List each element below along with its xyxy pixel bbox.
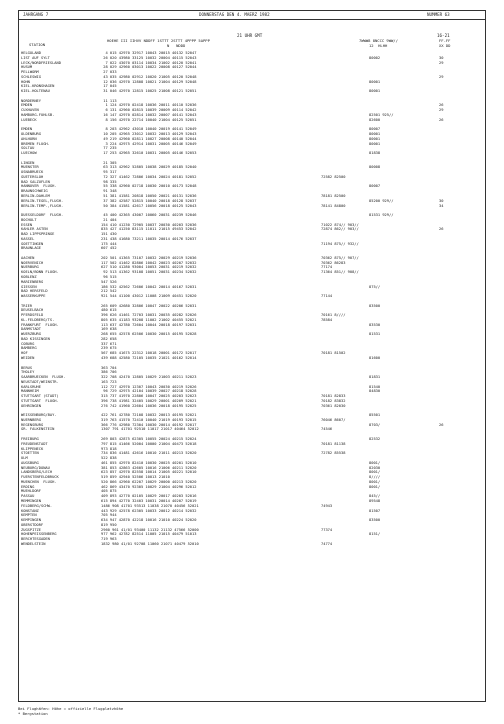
observation-codes: 96 729 42975 42104 10039 20027 40218 52028 <box>101 389 197 394</box>
station-name: ESSEN <box>21 222 33 227</box>
observation-codes: 366 776 42980 72304 10030 20014 40192 52017 <box>101 422 197 427</box>
observation-codes: 6 131 42960 02815 10039 20009 40114 52042 <box>101 108 197 113</box>
extra-codes: 74943 <box>321 503 333 508</box>
observation-codes: 239 675 <box>101 346 117 351</box>
station-name: KIEL-HOLTENAU <box>21 89 50 94</box>
observation-codes: 98 335 <box>101 179 117 184</box>
observation-codes: 26 020 43980 33125 10032 20004 40115 52043 <box>101 55 197 60</box>
observation-codes: 212 542 <box>101 289 117 294</box>
group-codes: 8//// <box>369 475 381 480</box>
observation-codes: 21 305 <box>101 160 117 165</box>
station-name: OBERSTDORF <box>21 522 44 527</box>
station-name: PFERDSFELD <box>21 313 44 318</box>
footnotes <box>18 706 123 716</box>
station-name: BAD KISSINGEN <box>21 336 50 341</box>
observation-codes: 231 438 41680 73211 10035 20014 40176 52037 <box>101 236 197 241</box>
station-name: KARLSRUHE <box>21 384 41 389</box>
station-name: KONSTANZ <box>21 508 39 513</box>
observation-codes: 381 853 42863 42605 10016 21006 40211 52020 <box>101 465 197 470</box>
extra-codes: 77374 <box>321 527 333 532</box>
extra-codes: 70181 81502 <box>321 351 346 356</box>
station-name: MUENCHEN FLUGH. <box>21 479 57 484</box>
observation-codes: 615 894 42770 32403 10031 20014 40207 52019 <box>101 498 197 503</box>
station-name: KEMPINGEN <box>21 518 41 523</box>
station-name: LUECHOW <box>21 151 37 156</box>
group-codes: 81838 <box>369 151 381 156</box>
observation-codes: 607 452 <box>101 246 117 251</box>
extra-codes: 76046 8607/ <box>321 417 346 422</box>
observation-codes: 37 382 42587 52815 10040 20018 40128 52037 <box>101 198 197 203</box>
observation-codes: 11 113 <box>101 98 117 103</box>
observation-codes: 31 046 42970 12815 10025 21008 40121 52051 <box>101 89 197 94</box>
observation-codes: 112 727 42970 12307 10043 20030 40219 52026 <box>101 384 197 389</box>
group-codes: 80001 <box>369 132 381 137</box>
station-name: WASSERKUPPE <box>21 294 46 299</box>
station-name: BAMBERG <box>21 346 37 351</box>
group-codes: 83500 <box>369 518 381 523</box>
group-codes: 8001/ <box>369 460 381 465</box>
station-name: BERLIN-DAHLEM <box>21 193 50 198</box>
group-codes: 80002 <box>369 55 381 60</box>
report-header <box>19 11 485 20</box>
wind-value: 26 <box>439 227 444 232</box>
station-name: BERCHTESGADEN <box>21 537 50 542</box>
report-page <box>18 10 494 716</box>
observation-codes: 186 532 42562 72606 10042 20014 40167 52031 <box>101 284 197 289</box>
observation-codes: 50 384 41581 42617 10056 20018 40125 52043 <box>101 203 197 208</box>
extra-codes: 70362 86283 <box>321 260 346 265</box>
observation-codes: 819 950 <box>101 522 117 527</box>
station-name: ERDING <box>21 484 35 489</box>
extra-codes: 70361 82030 <box>321 403 346 408</box>
observation-codes: 396 738 41981 32405 10029 20001 40209 52021 <box>101 398 197 403</box>
observation-codes: 921 544 41100 43012 11008 21009 40451 52020 <box>101 294 197 299</box>
observation-codes: 797 815 41466 52004 10000 21004 40473 52018 <box>101 441 197 446</box>
observation-codes: 734 836 41481 42616 10010 21011 40213 52020 <box>101 451 197 456</box>
station-name: HANNOVER FLUGH. <box>21 184 57 189</box>
table-row <box>21 542 483 547</box>
station-name: PELLWORM <box>21 70 39 75</box>
station-name: GUETERSLOH <box>21 174 44 179</box>
observation-codes: 1486 908 41701 93513 11038 21070 40456 52021 <box>101 503 199 508</box>
station-name: BAD SALZUFLEN <box>21 179 50 184</box>
station-name: BREMEN FLUGH. <box>21 141 50 146</box>
group-codes: 84830 <box>369 389 381 394</box>
station-name: TRIER <box>21 303 33 308</box>
station-name: ULM <box>21 456 28 461</box>
issue-number: NUMMER 63 <box>427 12 450 17</box>
observation-codes: 51 381 41581 20818 10050 20021 40131 52036 <box>101 193 197 198</box>
observation-codes: 519 859 42940 52506 10013 21010 <box>101 475 170 480</box>
wind-column-header: FF-FF <box>439 38 451 43</box>
station-name: WEIDEN <box>21 356 35 360</box>
station-name: GIESSEN <box>21 284 37 289</box>
group-codes: 83530 <box>369 322 381 327</box>
station-name: SAARBRUECKEN FLUGH. <box>21 375 66 380</box>
station-name: WENDELSTEIN <box>21 541 46 546</box>
footnote-airport: Bei Flughäfen: Höhe = offizielle Flugplatzhöhe <box>18 706 124 711</box>
station-name: NUERBURG <box>21 265 39 270</box>
wind-value: 26 <box>439 422 444 427</box>
station-name: FELDBERG/SCHW. <box>21 503 53 508</box>
group-codes: 8001/ <box>369 470 381 475</box>
extra-codes: 72582 82500 <box>321 174 346 179</box>
extra-codes: 77174 <box>321 265 333 270</box>
observation-codes: 422 761 42780 72108 10032 20013 40195 52021 <box>101 413 197 418</box>
station-name: KASSEL <box>21 236 35 241</box>
station-name: DARMSTADT <box>21 327 41 332</box>
extra-codes: 72874 862// 903// <box>321 227 359 232</box>
report-frame <box>18 10 486 702</box>
station-name: ZUGSPITZE <box>21 527 41 532</box>
station-name: NORDERNEY <box>21 98 41 103</box>
group-codes: 845// <box>369 494 381 499</box>
group-codes: 81531 <box>369 332 381 337</box>
station-name: EMDEN <box>21 103 33 108</box>
extra-codes: 70362 875// 907// <box>321 255 359 260</box>
observation-codes: 405 875 <box>101 489 117 494</box>
group-codes: 80007 <box>369 127 381 132</box>
codes-column-header: HOEHE III IIHVV NDDFF 1STTT 2STTT 4PPPP 5APPP <box>107 38 210 43</box>
observation-codes: 1 124 42970 02418 10036 20011 40110 52036 <box>101 103 197 108</box>
wind-value: 26 <box>439 117 444 122</box>
observation-codes: 2960 961 41/01 93400 11132 21132 47566 52000 <box>101 527 199 532</box>
extra-codes: 78181 82500 <box>321 193 346 198</box>
station-name: SOLTAU <box>21 146 35 151</box>
observation-codes: 282 658 <box>101 336 117 341</box>
observation-codes: 1307 791 41701 92510 11017 21017 40464 52012 <box>101 427 199 432</box>
observation-codes: 169 638 <box>101 327 117 332</box>
extra-codes: 71194 875// 932// <box>321 241 359 246</box>
observation-codes: 154 410 41230 72905 10037 20030 40203 52036 <box>101 222 197 227</box>
extra-codes: 77144 <box>321 294 333 299</box>
station-name: KOBLENZ <box>21 274 37 279</box>
observation-codes: 623 857 42970 82558 10014 21005 40221 52010 <box>101 470 197 475</box>
station-name: STUTTGART FLUGH. <box>21 398 59 403</box>
group-codes: 875// <box>369 284 381 289</box>
group-codes: 81531 929// <box>369 213 394 218</box>
station-name: CUXHAVEN <box>21 108 39 113</box>
observation-codes: 92 513 41362 93108 10051 20031 40234 52032 <box>101 270 197 275</box>
observation-codes: 17 045 <box>101 84 117 89</box>
date-label: DONNERSTAG DEN 4. MAERZ 1982 <box>199 12 270 17</box>
observation-codes: 462 869 43470 92305 10029 21004 40296 52012 <box>101 484 197 489</box>
station-name: AUGSBURG <box>21 460 39 465</box>
observation-codes: 547 526 <box>101 279 117 284</box>
station-name: NUERNBERG <box>21 417 41 422</box>
observation-codes: 49 219 42960 02811 10027 20008 40140 52044 <box>101 136 197 141</box>
observation-codes: 163 723 <box>101 379 117 384</box>
observation-codes: 17 253 42965 32610 10031 20005 40146 52053 <box>101 151 197 156</box>
station-name: KLIPPENECK <box>21 446 44 451</box>
station-name: LUEBECK <box>21 117 37 122</box>
station-name: BERLIN-TEGEL,FLUGH. <box>21 198 64 203</box>
group-codes: 81600 <box>369 356 381 360</box>
station-name: AACHEN <box>21 255 35 260</box>
volume-label: JAHRGANG 7 <box>23 12 49 17</box>
observation-codes: 21 404 <box>101 217 117 222</box>
column-header <box>19 39 485 49</box>
station-name: MANNHEIM <box>21 389 39 394</box>
station-column-header: STATION <box>29 42 46 47</box>
station-name: BRAUNSCHWEIG <box>21 189 48 194</box>
extra-codes: 72782 85538 <box>321 451 346 456</box>
station-name: HOHENPEISSENBERG <box>21 532 57 537</box>
station-name: FRANKFURT FLUGH. <box>21 322 59 327</box>
station-name: BOCHOLT <box>21 217 37 222</box>
observation-codes: 567 685 41675 22312 10018 20001 40172 52017 <box>101 351 197 356</box>
extra-codes: 71022 874// 903// <box>321 222 359 227</box>
observation-codes: 520 866 42960 62207 10029 20000 40213 52020 <box>101 479 197 484</box>
extra-codes: 70181 82833 <box>321 394 346 399</box>
observation-codes: 315 737 41970 22806 10047 20025 40203 52023 <box>101 394 197 399</box>
observation-codes: 322 708 42470 12805 10029 21003 40211 52023 <box>101 375 197 380</box>
observation-codes: 12 036 42970 12808 10021 21004 40129 52048 <box>101 79 197 84</box>
group-codes: 8001/ <box>369 479 381 484</box>
observation-codes: 443 929 42578 62305 10033 20012 40214 52032 <box>101 508 197 513</box>
station-name: MUENSTER <box>21 165 39 170</box>
station-name: HOHN <box>21 79 30 84</box>
observation-codes: 835 427 41250 83115 11011 21015 49453 52042 <box>101 227 197 232</box>
extra-column-header: 7WWW8 8NCCC 9WW// <box>359 38 398 43</box>
station-name: NOERVENICH <box>21 260 44 265</box>
station-name: KIEL-KRONSHAGEN <box>21 84 55 89</box>
station-name: DEUSELBACH <box>21 308 44 313</box>
group-codes: 80001 <box>369 136 381 141</box>
station-name: PASSAU <box>21 494 35 499</box>
station-name: BERUS <box>21 365 33 370</box>
group-codes: 80007 <box>369 184 381 189</box>
station-name: BAD HERSFELD <box>21 289 48 294</box>
observation-codes: 1832 980 41/01 92708 11060 21071 40479 52010 <box>101 541 199 546</box>
station-name: NEUBURG/DONAU <box>21 465 50 470</box>
group-codes: 82600 <box>369 117 381 122</box>
wind-value: 26 <box>439 103 444 108</box>
observation-codes: 7 022 43070 03114 10034 21002 40120 52041 <box>101 60 197 65</box>
group-codes: 8151/ <box>369 532 381 537</box>
observation-codes: 634 947 42870 42218 10016 21010 40224 52020 <box>101 518 197 523</box>
station-name: BAD LIPPSPRINGE <box>21 232 55 237</box>
observation-codes: 63 313 42962 52805 10038 20029 40185 52040 <box>101 165 197 170</box>
station-name: LECK/NORDFRIESLAND <box>21 60 61 65</box>
station-name: FREIBURG <box>21 437 39 442</box>
observation-codes: 363 704 <box>101 365 117 370</box>
extra-codes: 78584 <box>321 317 333 322</box>
observation-codes: 439 688 42580 72105 10035 21021 40162 52014 <box>101 356 197 360</box>
station-name: BRAUNLAGE <box>21 246 41 251</box>
extra-codes: 70182 83832 <box>321 398 346 403</box>
station-name: OEHRINGEN <box>21 403 41 408</box>
station-name: LINGEN <box>21 160 35 165</box>
group-codes: 85200 929// <box>369 198 394 203</box>
observation-codes: 95 317 <box>101 170 117 175</box>
station-name: WEISSENBURG/BAY. <box>21 413 57 418</box>
observation-codes: 43 035 42980 02912 10020 21005 40120 52048 <box>101 74 197 79</box>
observation-codes: 268 655 42578 62506 10030 20015 40195 52028 <box>101 332 197 337</box>
station-name: KL.FELDBERG/TS. <box>21 317 55 322</box>
extra-codes: 71364 851// 908// <box>321 270 359 275</box>
station-name: OSNABRUECK <box>21 170 44 175</box>
group-codes: 80008 <box>369 165 381 170</box>
group-codes: 82501 925// <box>369 112 394 117</box>
extra-codes: 74774 <box>321 541 333 546</box>
group-codes: 89548 <box>369 498 381 503</box>
observation-codes: 27 033 <box>101 70 117 75</box>
group-codes: 81507 <box>369 508 381 513</box>
group-codes: 8703/ <box>369 422 381 427</box>
station-name: SCHLESWIG <box>21 74 41 79</box>
group-codes: 80001 <box>369 89 381 94</box>
station-name: LANDSBERG/LECH <box>21 470 53 475</box>
observation-codes: 269 803 42875 62305 10055 20024 40215 52024 <box>101 437 197 442</box>
observation-codes: 265 609 42680 32806 10047 20022 40206 52031 <box>101 303 197 308</box>
observation-codes: 805 635 41183 93208 11002 21002 40455 52021 <box>101 317 197 322</box>
observation-codes: 175 444 <box>101 241 117 246</box>
observation-codes: 8 203 42962 43010 10040 20019 40141 52049 <box>101 127 197 132</box>
group-codes: 82030 <box>369 465 381 470</box>
observation-codes: 10 205 42965 23012 10032 20013 40129 52043 <box>101 132 197 137</box>
observation-codes: 973 818 <box>101 446 117 451</box>
group-codes: 82532 <box>369 437 381 442</box>
observation-codes: 117 502 41462 82806 10042 20023 40207 52032 <box>101 260 197 265</box>
observation-codes: 719 963 <box>101 537 117 542</box>
group-codes: 83500 <box>369 303 381 308</box>
group-codes: 8001/ <box>369 484 381 489</box>
station-name: KEMPTEN <box>21 513 37 518</box>
observation-codes: 409 893 42770 02105 10029 20017 40203 52016 <box>101 494 197 499</box>
observation-codes: 705 944 <box>101 513 117 518</box>
group-codes: 81540 <box>369 384 381 389</box>
station-name: OLDENBURG <box>21 132 41 137</box>
group-codes: 80001 <box>369 79 381 84</box>
station-name: HELGOLAND <box>21 51 41 55</box>
observation-codes: 319 763 41570 72410 10040 21019 40193 52015 <box>101 417 197 422</box>
station-name: EMDEN <box>21 127 33 132</box>
station-name: WUERZBURG <box>21 332 41 337</box>
observation-codes: 55 338 42960 02718 10030 20010 40173 52048 <box>101 184 197 189</box>
station-name: GOETTINGEN <box>21 241 44 246</box>
observation-codes: 396 626 41461 72703 10031 20035 40282 52026 <box>101 313 197 318</box>
wind-value: 29 <box>439 108 444 113</box>
observation-codes: 77 235 <box>101 146 117 151</box>
station-name: MEMMINGEN <box>21 498 41 503</box>
observation-codes: 977 962 42782 82514 11005 21015 40479 51013 <box>101 532 197 537</box>
wind-value: 29 <box>439 74 444 79</box>
station-name: MARIENBERG <box>21 279 44 284</box>
observation-codes: 151 430 <box>101 232 117 237</box>
observation-codes: 16 147 42970 02814 10032 20007 40141 52043 <box>101 112 197 117</box>
group-codes: 81831 <box>369 375 381 380</box>
observation-codes: 4 015 42970 32917 10043 20015 40132 52047 <box>101 51 197 55</box>
station-name: LIST AUF SYLT <box>21 55 50 60</box>
wind-value: 34 <box>439 203 444 208</box>
station-name: COBURG <box>21 341 35 346</box>
group-codes: 85501 <box>369 413 381 418</box>
observation-codes: 461 855 42970 82410 10030 20025 40201 52010 <box>101 460 197 465</box>
station-name: GR. FALKENSTEIN <box>21 427 55 432</box>
station-name: FUERSTENFELDBRUCK <box>21 475 59 480</box>
observation-codes: 28 029 42960 03013 10022 20008 40127 52044 <box>101 65 197 70</box>
observation-codes: 8 156 42970 22714 10040 21004 40125 52051 <box>101 117 197 122</box>
group-codes: 80001 <box>369 141 381 146</box>
station-name: STUTTGART (STADT) <box>21 394 59 399</box>
station-name: FREUDENSTADT <box>21 441 48 446</box>
station-name: KOELN/BONN FLUGH. <box>21 270 59 275</box>
station-name: REGENSBURG <box>21 422 44 427</box>
station-table <box>21 51 483 547</box>
wind-column-header-2: XX DD <box>439 42 451 48</box>
station-name: AHLHORN <box>21 136 37 141</box>
station-name: HUSUM <box>21 65 33 70</box>
observation-codes: 522 838 <box>101 456 117 461</box>
observation-codes: 276 742 41960 22604 10036 20018 40195 52025 <box>101 403 197 408</box>
observation-time: 21 UHR GMT <box>237 33 263 38</box>
station-name: THOLEY <box>21 370 35 375</box>
footnote-mountain: * Bergstation <box>18 711 48 716</box>
extra-codes: 74546 <box>321 427 333 432</box>
observation-codes: 386 706 <box>101 370 117 375</box>
observation-codes: 72 327 41462 72806 10034 20024 40181 52052 <box>101 174 197 179</box>
codes-column-header-2: N NDDD <box>167 42 186 48</box>
extra-codes: 78141 84800 <box>321 203 346 208</box>
observation-codes: 202 501 41365 73107 10032 20029 40219 52036 <box>101 255 197 260</box>
extra-codes: 70161 8//// <box>321 313 346 318</box>
station-name: STOETTEN <box>21 451 39 456</box>
observation-codes: 480 615 <box>101 308 117 313</box>
station-name: HOF <box>21 351 28 356</box>
observation-codes: 337 671 <box>101 341 117 346</box>
wind-value: 30 <box>439 55 444 60</box>
observation-codes: 96 515 <box>101 274 117 279</box>
station-name: HAMBURG-FUHLSB. <box>21 112 55 117</box>
wind-value: 29 <box>439 60 444 65</box>
observation-codes: 91 348 <box>101 189 117 194</box>
observation-codes: 3 224 42975 42914 10031 20005 40146 52049 <box>101 141 197 146</box>
wind-value: 30 <box>439 198 444 203</box>
station-name: KAHLER ASTEN <box>21 227 48 232</box>
station-name: BERLIN-TEMP.,FLUGH. <box>21 203 64 208</box>
station-name: DUESSELDORF FLUGH. <box>21 213 64 218</box>
observation-codes: 113 637 42780 72604 10044 20018 40197 52031 <box>101 322 197 327</box>
observation-codes: 45 400 42365 43007 10060 20031 40239 52046 <box>101 213 197 218</box>
station-name: MUEHLDORF <box>21 489 41 494</box>
observation-codes: 627 510 41280 93004 10053 20031 40219 52032 <box>101 265 197 270</box>
extra-codes: 70181 81138 <box>321 441 346 446</box>
extra-column-header-2: 12 HLHH <box>369 42 388 48</box>
time-range: 16-21 <box>437 33 450 38</box>
station-name: NEUSTADT/WEINSTR. <box>21 379 59 384</box>
